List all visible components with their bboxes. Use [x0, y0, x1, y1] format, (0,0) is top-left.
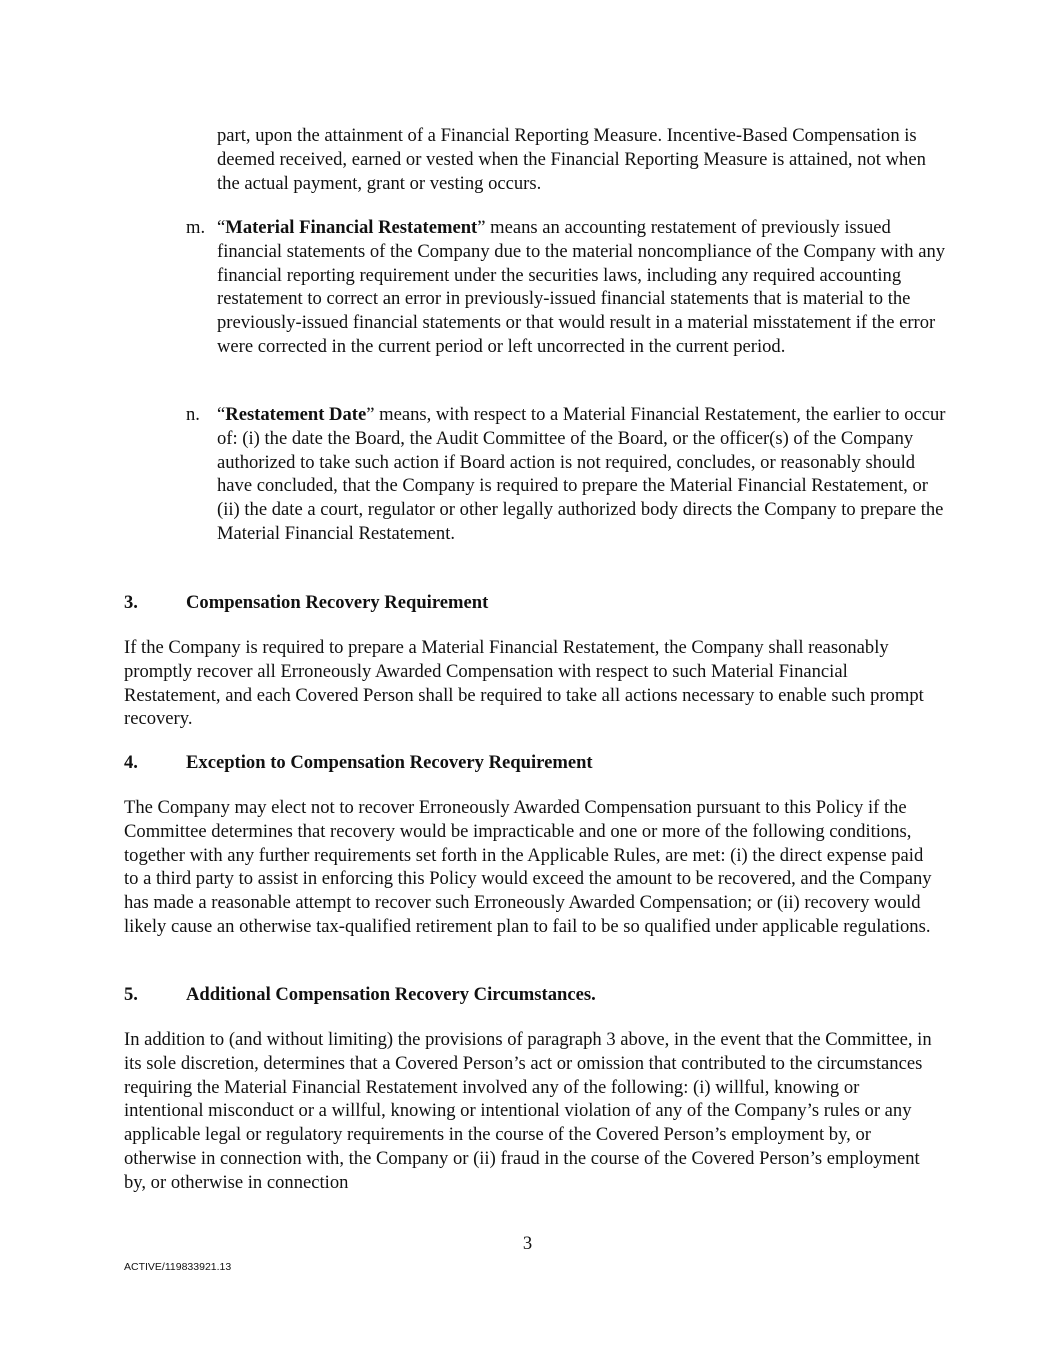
section-number: 3. [124, 592, 138, 613]
section-heading-3 [124, 591, 488, 615]
section-title: Additional Compensation Recovery Circumstances. [186, 984, 596, 1005]
section-number: 4. [124, 752, 138, 773]
definition-body [217, 216, 946, 359]
definition-label: n. [186, 404, 200, 425]
section-body-4: The Company may elect not to recover Erroneously Awarded Compensation pursuant to this Policy if the Committee determines that recovery would be impracticable and one or more of the following conditions, together with any further requirements set forth in the Applicable Rules, are met: (i) the direct expense paid to a third party to assist in enforcing this Policy would exceed the amount to be recovered, and the Company has made a reasonable attempt to recover such Erroneously Awarded Compensation; or (ii) recovery would likely cause an otherwise tax-qualified retirement plan to fail to be so qualified under applicable regulations. [124, 797, 932, 937]
section-heading-5 [124, 983, 596, 1007]
section-body-5: In addition to (and without limiting) the provisions of paragraph 3 above, in the event that the Committee, in its sole discretion, determines that a Covered Person’s act or omission that contributed to the circumstances requiring the Material Financial Restatement involved any of the following: (i) willful, knowing or intentional misconduct or a willful, knowing or intentional violation of any of the Company’s rules or any applicable legal or regulatory requirements in the course of the Covered Person’s employment by, or otherwise in connection with, the Company or (ii) fraud in the course of the Covered Person’s employment by, or otherwise in connection [124, 1029, 932, 1193]
defined-term: Restatement Date [225, 404, 367, 425]
continuation-paragraph: part, upon the attainment of a Financial Reporting Measure. Incentive-Based Compensation is deemed received, earned or vested when the Financial Reporting Measure is attained, not when the actual payment, grant or vesting occurs. [217, 125, 926, 194]
definition-text: ” means an accounting restatement of previously issued financial statements of the Company due to the material noncompliance of the Company with any financial reporting requirement under the securities laws, including any required accounting restatement to correct an error in previously-issued financial statements that is material to the previously-issued financial statements or that would result in a material misstatement if the error were corrected in the current period or left uncorrected in the current period. [217, 217, 946, 357]
definition-item-material-financial-restatement [186, 216, 946, 359]
definition-text: ” means, with respect to a Material Financial Restatement, the earlier to occur of: (i) the date the Board, the Audit Committee of the Board, or the officer(s) of the Company authorized to take such action if Board action is not required, concludes, or reasonably should have concluded, that the Company is required to prepare the Material Financial Restatement, or (ii) the date a court, regulator or other legally authorized body directs the Company to prepare the Material Financial Restatement. [217, 404, 946, 544]
definition-body [217, 403, 946, 546]
open-quote: “ [217, 217, 226, 238]
section-title: Exception to Compensation Recovery Requirement [186, 752, 593, 773]
definition-label: m. [186, 217, 206, 238]
section-body-3: If the Company is required to prepare a Material Financial Restatement, the Company shall reasonably promptly recover all Erroneously Awarded Compensation with respect to such Material Financial Restatement, and each Covered Person shall be required to take all actions necessary to enable such prompt recovery. [124, 637, 924, 730]
definition-item-restatement-date [186, 403, 946, 546]
document-id: ACTIVE/119833921.13 [124, 1261, 232, 1273]
section-title: Compensation Recovery Requirement [186, 592, 489, 613]
open-quote: “ [217, 404, 226, 425]
section-number: 5. [124, 984, 138, 1005]
section-heading-4 [124, 751, 593, 775]
page-number: 3 [522, 1233, 533, 1254]
defined-term: Material Financial Restatement [225, 217, 478, 238]
